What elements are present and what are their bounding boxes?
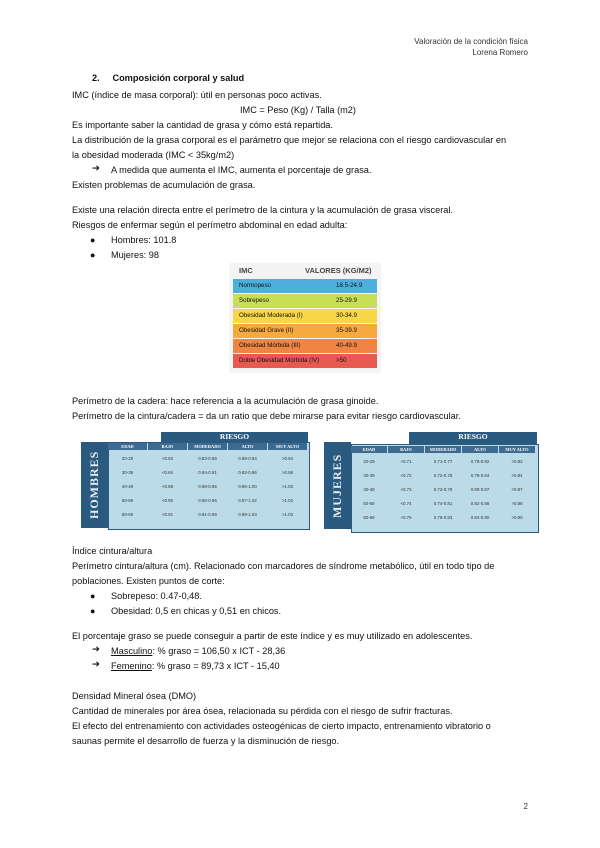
risk_women-cell: 0.79-0.84 (470, 473, 490, 478)
risk_men-cell: >1.03 (281, 512, 294, 517)
risk_men-col-header: MUY ALTO (268, 443, 307, 450)
risk_women-cell: 30-39 (363, 473, 375, 478)
risk_men-col-header: MODERADO (188, 443, 227, 450)
imc-table-row (233, 294, 377, 308)
imc-row-label: Obesidad Grave (II) (239, 327, 294, 334)
risk_men-cell: 30-39 (121, 470, 134, 475)
women-riesgo-header: RIESGO (409, 432, 537, 444)
risk_men-cell: 0.99-1.03 (238, 512, 257, 517)
paragraph-waist-relation: Existe una relación directa entre el perímetro de la cintura y la acumulación de grasa visceral. (72, 205, 453, 215)
imc-row-label: Obesidad Moderada (I) (239, 312, 303, 319)
risk_women-cell: 0.73-0.79 (433, 487, 453, 492)
imc-table-row (233, 339, 377, 353)
risk_women-cell: 20-29 (363, 459, 375, 464)
imc-row-value: 18.5-24.9 (336, 282, 363, 289)
risk_men-cell: >1.00 (281, 484, 294, 489)
imc-row-label: Obesidad Mórbida (III) (239, 342, 301, 349)
risk_men-cell: <0.84 (161, 470, 174, 475)
imc-definition: IMC (índice de masa corporal): útil en personas poco activas. (72, 90, 322, 100)
ica-text-1: Perímetro cintura/altura (cm). Relacionado con marcadores de síndrome metabólico, útil en todo tipo de (72, 561, 495, 571)
section-number: 2. (92, 73, 100, 83)
header-title: Valoración de la condición física (414, 37, 528, 46)
risk_men-cell: <0.90 (161, 498, 174, 503)
formula-female-label: Femenino (111, 661, 152, 671)
risk_men-cell: <0.88 (161, 484, 174, 489)
risk_women-cell: >0.88 (511, 501, 523, 506)
risk_women-col-header: ALTO (462, 446, 498, 453)
paragraph-hip: Perímetro de la cadera: hace referencia a la acumulación de grasa ginoide. (72, 396, 379, 406)
imc-row-value: 30-34.9 (336, 312, 357, 319)
bullet-women: Mujeres: 98 (111, 250, 160, 260)
imc-table-col-imc: IMC (239, 266, 253, 275)
risk_women-cell: <0.71 (400, 459, 412, 464)
dmo-text-3: saunas permite el desarrollo de fuerza y la disminución de riesgo. (72, 736, 340, 746)
risk_women-cell: 0.71-0.77 (433, 459, 453, 464)
ica-title: Índice cintura/altura (72, 546, 153, 556)
risk_men-cell: >1.02 (281, 498, 294, 503)
men-side-label: HOMBRES (81, 442, 108, 528)
risk_men-cell: 0.92-0.96 (238, 470, 257, 475)
section-heading (92, 73, 244, 83)
bullet-overweight: Sobrepeso: 0.47-0,48. (111, 591, 202, 601)
formula-male (111, 646, 285, 656)
risk_women-cell: 0.82-0.88 (470, 501, 490, 506)
formula-female (111, 661, 280, 671)
risk_women-col-header: MUY ALTO (499, 446, 535, 453)
imc-table-row (233, 309, 377, 323)
section-title: Composición corporal y salud (112, 73, 245, 83)
risk_men-col-header: EDAD (108, 443, 147, 450)
paragraph-fat-amount: Es importante saber la cantidad de grasa y cómo está repartida. (72, 120, 333, 130)
imc-formula: IMC = Peso (Kg) / Talla (m2) (240, 105, 356, 115)
dmo-text-1: Cantidad de minerales por área ósea, relacionada su pérdida con el riesgo de sufrir fracturas. (72, 706, 453, 716)
risk_women-cell: <0.74 (400, 501, 412, 506)
bullet-icon: ● (90, 250, 96, 260)
imc-row-value: 40-49.9 (336, 342, 357, 349)
page-number: 2 (523, 802, 528, 811)
risk_women-cell: 50-59 (363, 501, 375, 506)
risk_women-cell: 0.76-0.83 (433, 515, 453, 520)
dmo-text-2: El efecto del entrenamiento con actividades osteogénicas de cierto impacto, entrenamiento vibratorio o (72, 721, 491, 731)
paragraph-fat-percentage: El porcentaje graso se puede conseguir a partir de este índice y es muy utilizado en adolescentes. (72, 631, 473, 641)
bullet-men: Hombres: 101.8 (111, 235, 177, 245)
arrow-text-imc: A medida que aumenta el IMC, aumenta el porcentaje de grasa. (111, 165, 372, 175)
header-author: Lorena Romero (472, 48, 528, 57)
risk_men-cell: <0.91 (161, 512, 174, 517)
risk_men-cell: 0.96-1.00 (238, 484, 257, 489)
risk_men-cell: 50-59 (121, 498, 134, 503)
risk_women-cell: 40-49 (363, 487, 375, 492)
risk_women-cell: 0.80-0.87 (470, 487, 490, 492)
formula-male-value: : % graso = 106,50 x ICT - 28,36 (152, 646, 286, 656)
risk_women-cell: 0.78-0.82 (470, 459, 490, 464)
risk_men-cell: 0.84-0.91 (198, 470, 217, 475)
risk_men-col-header: ALTO (228, 443, 267, 450)
imc-row-value: 25-29.9 (336, 297, 357, 304)
paragraph-fat-distribution-2: la obesidad moderada (IMC < 35kg/m2) (72, 150, 235, 160)
dmo-title: Densidad Mineral ósea (DMO) (72, 691, 197, 701)
risk_men-cell: >0.96 (281, 470, 294, 475)
risk_women-cell: >0.90 (511, 515, 523, 520)
risk_women-cell: >0.82 (511, 459, 523, 464)
risk_women-cell: <0.72 (400, 473, 412, 478)
risk_women-col-header: EDAD (351, 446, 387, 453)
formula-male-label: Masculino (111, 646, 153, 656)
risk_women-cell: 60-69 (363, 515, 375, 520)
risk_women-cell: <0.73 (400, 487, 412, 492)
imc-row-value: >50 (336, 357, 347, 364)
risk_women-cell: >0.87 (511, 487, 523, 492)
risk_men-cell: 0.88-0.95 (198, 484, 217, 489)
paragraph-fat-distribution-1: La distribución de la grasa corporal es el parámetro que mejor se relaciona con el riesgo cardiovascular en (72, 135, 507, 145)
imc-table-row (233, 354, 377, 368)
risk_men-cell: 20-29 (121, 456, 134, 461)
paragraph-fat-problems: Existen problemas de acumulación de grasa. (72, 180, 256, 190)
bullet-icon: ● (90, 235, 96, 245)
risk_women-cell: 0.72-0.78 (433, 473, 453, 478)
risk_men-cell: >0.94 (281, 456, 294, 461)
women-side-label: MUJERES (324, 442, 351, 529)
formula-female-value: : % graso = 89,73 x ICT - 15,40 (151, 661, 280, 671)
imc-table-row (233, 279, 377, 293)
bullet-obesity: Obesidad: 0,5 en chicas y 0,51 en chicos. (111, 606, 282, 616)
risk_women-cell: >0.84 (511, 473, 523, 478)
ica-text-2: poblaciones. Existen puntos de corte: (72, 576, 225, 586)
risk_men-cell: 0.89-0.94 (238, 456, 257, 461)
imc-table (229, 263, 381, 373)
paragraph-waist-hip: Perímetro de la cintura/cadera = da un ratio que debe mirarse para evitar riesgo cardiovascular. (72, 411, 461, 421)
bullet-icon: ● (90, 606, 96, 616)
risk_men-cell: 0.91-0.98 (198, 512, 217, 517)
risk_women-cell: <0.76 (400, 515, 412, 520)
imc-table-col-values: VALORES (KG/M2) (305, 266, 372, 275)
imc-table-row (233, 324, 377, 338)
imc-row-label: Normopeso (239, 282, 271, 289)
paragraph-risk-intro: Riesgos de enfermar según el perímetro abdominal en edad adulta: (72, 220, 348, 230)
risk_men-cell: 40-49 (121, 484, 134, 489)
risk_men-cell: <0.83 (161, 456, 174, 461)
arrow-icon: ➔ (92, 659, 100, 670)
imc-row-label: Sobrepeso (239, 297, 269, 304)
risk_men-col-header: BAJO (148, 443, 187, 450)
risk_women-cell: 0.84-0.90 (470, 515, 490, 520)
imc-row-label: Doble Obesidad Mórbida (IV) (239, 357, 320, 364)
risk_men-cell: 0.97-1.02 (238, 498, 257, 503)
imc-row-value: 35-39.9 (336, 327, 357, 334)
risk_women-col-header: BAJO (388, 446, 424, 453)
bullet-icon: ● (90, 591, 96, 601)
risk_men-cell: 0.90-0.96 (198, 498, 217, 503)
risk_men-cell: 60-69 (121, 512, 134, 517)
men-riesgo-header: RIESGO (161, 432, 308, 443)
risk_men-cell: 0.83-0.88 (198, 456, 217, 461)
risk_women-cell: 0.74-0.81 (433, 501, 453, 506)
risk_women-col-header: MODERADO (425, 446, 461, 453)
arrow-icon: ➔ (92, 163, 100, 174)
arrow-icon: ➔ (92, 644, 100, 655)
